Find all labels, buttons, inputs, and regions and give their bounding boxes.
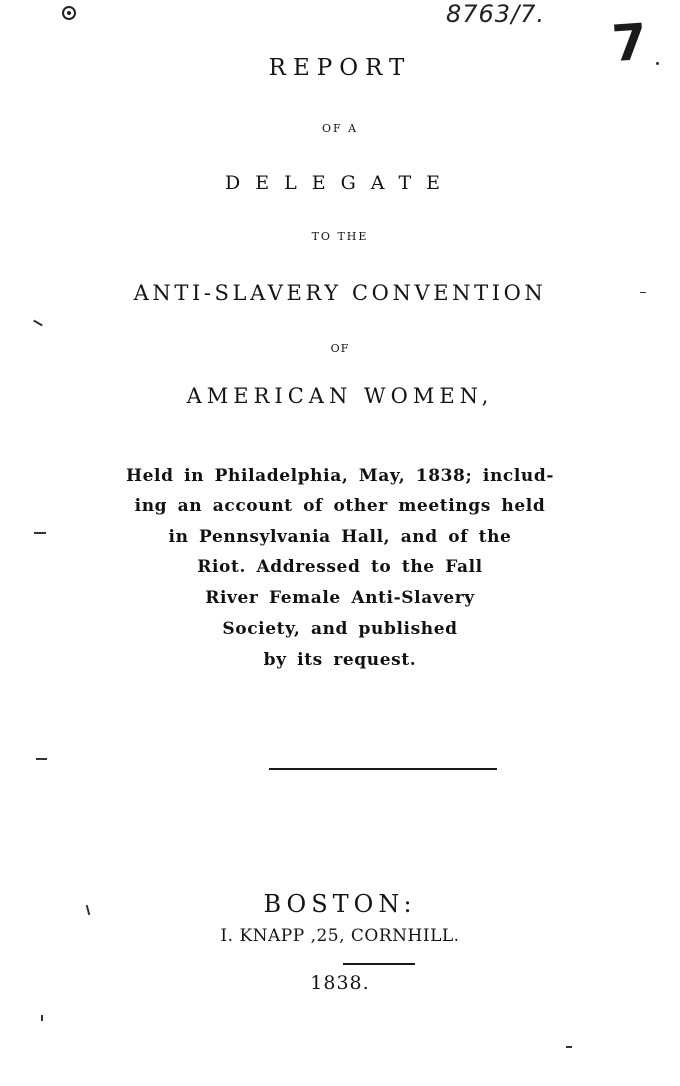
subtitle-line-5: River Female Anti-Slavery: [205, 588, 475, 608]
subtitle-line-1: Held in Philadelphia, May, 1838; includ-: [125, 466, 555, 486]
title-to-the: TO THE: [311, 230, 369, 243]
subtitle-line-2: ing an account of other meetings held: [134, 496, 546, 516]
subtitle-line-3: in Pennsylvania Hall, and of the: [168, 527, 512, 547]
title-of: OF: [330, 342, 350, 355]
margin-mark: [566, 1046, 572, 1048]
margin-mark: [640, 292, 646, 293]
margin-mark: [36, 758, 47, 760]
subtitle-line-6: Society, and published: [222, 619, 458, 639]
handwritten-page-number: 7: [610, 12, 649, 74]
imprint-publisher: I. KNAPP ,25, CORNHILL.: [220, 926, 460, 946]
subtitle-line-7: by its request.: [263, 650, 417, 670]
imprint-city: BOSTON:: [263, 890, 417, 918]
subtitle-line-4: Riot. Addressed to the Fall: [197, 557, 483, 577]
handwritten-shelfmark: 8763/7.: [446, 0, 546, 28]
title-report: REPORT: [268, 55, 412, 81]
margin-mark: [656, 62, 659, 65]
divider-rule: [269, 768, 497, 770]
margin-mark: [41, 1015, 43, 1021]
title-of-a: OF A: [321, 122, 359, 135]
title-convention: ANTI-SLAVERY CONVENTION: [133, 281, 547, 305]
title-american-women: AMERICAN WOMEN,: [186, 384, 494, 408]
margin-mark: [34, 532, 46, 534]
title-delegate: DELEGATE: [225, 172, 455, 194]
imprint-year: 1838.: [310, 972, 370, 994]
library-stamp-circle: [62, 6, 76, 20]
margin-mark: [33, 320, 43, 327]
imprint-rule: [343, 963, 415, 965]
